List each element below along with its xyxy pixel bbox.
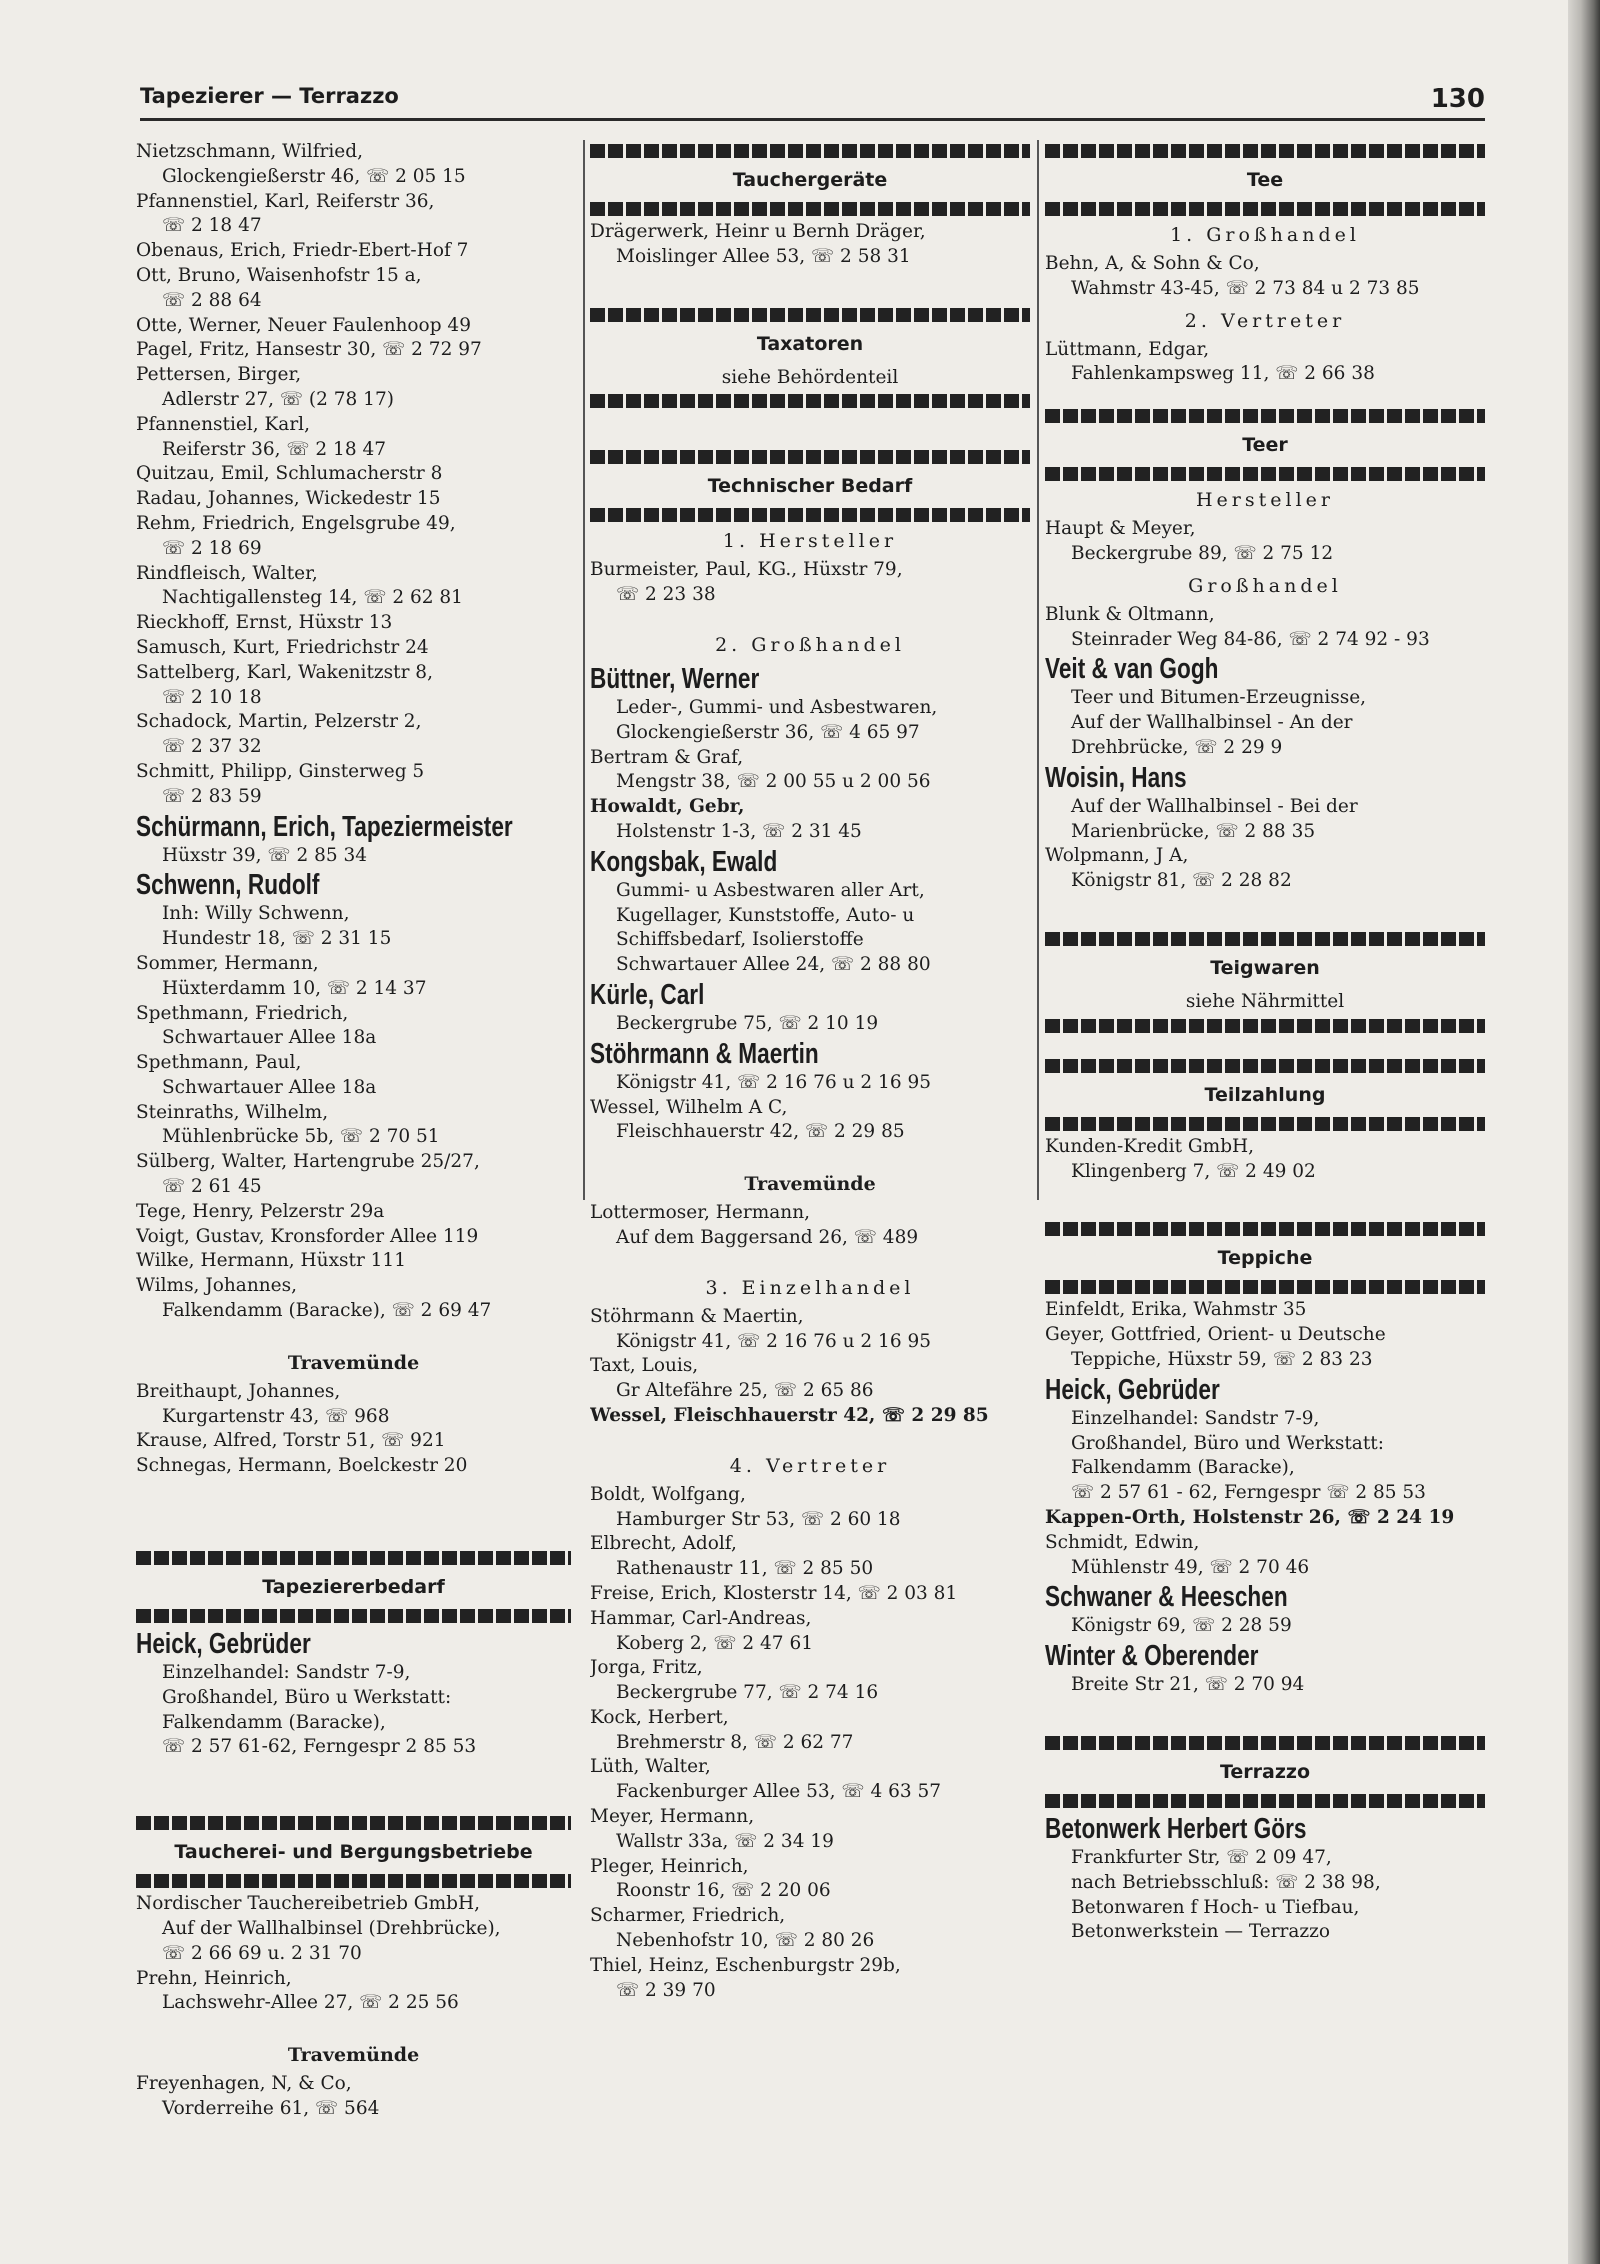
entry-detail: Beckergrube 89, ☏ 2 75 12 — [1071, 542, 1334, 564]
entry-detail: Lachswehr-Allee 27, ☏ 2 25 56 — [162, 1992, 459, 2014]
section-rule — [1045, 1280, 1485, 1294]
entry-name: Einfeldt, Erika, Wahmstr 35 — [1045, 1299, 1307, 1321]
page-edge — [1568, 0, 1600, 2264]
entry-detail: Glockengießerstr 46, ☏ 2 05 15 — [162, 165, 466, 187]
section-rule — [590, 202, 1030, 216]
section-heading: Terrazzo — [1219, 1760, 1311, 1783]
section-rule — [1045, 409, 1485, 423]
entry-detail: Falkendamm (Baracke), — [162, 1711, 386, 1733]
featured-entry: Heick, Gebrüder — [136, 1628, 311, 1661]
entry-detail: Einzelhandel: Sandstr 7-9, — [1071, 1407, 1320, 1429]
spacer — [590, 1251, 1030, 1269]
entry-detail: Königstr 41, ☏ 2 16 76 u 2 16 95 — [616, 1330, 932, 1352]
section-heading: Technischer Bedarf — [707, 475, 913, 498]
spacer — [590, 608, 1030, 626]
spacer — [136, 2016, 571, 2034]
entry-name: Pfannenstiel, Karl, — [136, 413, 310, 435]
entry-detail: Reiferstr 36, ☏ 2 18 47 — [162, 438, 387, 460]
section-rule — [590, 394, 1030, 408]
subsection-heading: 4. Vertreter — [729, 1454, 891, 1477]
entry-name: Kock, Herbert, — [590, 1706, 729, 1728]
entry-detail: Großhandel, Büro u Werkstatt: — [162, 1686, 452, 1708]
featured-entry: Schwenn, Rudolf — [136, 869, 320, 902]
entry-detail: Gummi- u Asbestwaren aller Art, — [616, 879, 925, 901]
subsection-heading: Hersteller — [1195, 489, 1334, 512]
entry-name: Freise, Erich, Klosterstr 14, ☏ 2 03 81 — [590, 1582, 958, 1604]
featured-entry: Büttner, Werner — [590, 662, 760, 695]
entry-detail: Leder-, Gummi- und Asbestwaren, — [616, 696, 938, 718]
entry-detail: Frankfurter Str, ☏ 2 09 47, — [1071, 1846, 1332, 1868]
entry-detail: Schwartauer Allee 18a — [162, 1076, 377, 1098]
entry-detail: ☏ 2 61 45 — [162, 1176, 262, 1198]
entry-name: Boldt, Wolfgang, — [590, 1483, 746, 1505]
entry-detail: Marienbrücke, ☏ 2 88 35 — [1071, 820, 1316, 842]
entry-detail: Mühlenbrücke 5b, ☏ 2 70 51 — [162, 1126, 440, 1148]
bold-entry: Wessel, Fleischhauerstr 42, ☏ 2 29 85 — [590, 1404, 989, 1426]
entry-name: Otte, Werner, Neuer Faulenhoop 49 — [136, 314, 471, 336]
entry-detail: Fackenburger Allee 53, ☏ 4 63 57 — [616, 1781, 942, 1803]
entry-name: Rindfleisch, Walter, — [136, 562, 318, 584]
spacer — [136, 1794, 571, 1812]
column-right — [1045, 140, 1485, 1945]
subsection-heading: 3. Einzelhandel — [705, 1276, 915, 1299]
entry-name: Schmitt, Philipp, Ginsterweg 5 — [136, 760, 425, 782]
spacer — [590, 1145, 1030, 1163]
entry-name: Pleger, Heinrich, — [590, 1855, 749, 1877]
entry-detail: Kugellager, Kunststoffe, Auto- u — [616, 904, 915, 926]
entry-name: Sattelberg, Karl, Wakenitzstr 8, — [136, 661, 433, 683]
entry-name: Behn, A, & Sohn & Co, — [1045, 253, 1260, 274]
entry-detail: Brehmerstr 8, ☏ 2 62 77 — [616, 1731, 854, 1753]
section-rule — [1045, 1059, 1485, 1073]
subsection-heading: Großhandel — [1188, 574, 1342, 597]
entry-detail: ☏ 2 66 69 u. 2 31 70 — [162, 1942, 362, 1964]
entry-detail: ☏ 2 18 69 — [162, 537, 262, 559]
entry-detail: ☏ 2 18 47 — [162, 215, 262, 237]
column-left — [136, 140, 571, 2122]
bold-entry: Howaldt, Gebr, — [590, 796, 745, 818]
entry-name: Sülberg, Walter, Hartengrube 25/27, — [136, 1151, 480, 1173]
section-heading: Tapeziererbedarf — [262, 1576, 445, 1599]
entry-name: Steinraths, Wilhelm, — [136, 1101, 329, 1123]
entry-detail: Königstr 41, ☏ 2 16 76 u 2 16 95 — [616, 1071, 932, 1093]
location-heading: Travemünde — [287, 2044, 420, 2067]
spacer — [1045, 387, 1485, 405]
entry-name: Schmidt, Edwin, — [1045, 1531, 1200, 1553]
location-heading: Travemünde — [744, 1173, 876, 1196]
entry-detail: Roonstr 16, ☏ 2 20 06 — [616, 1880, 831, 1902]
entry-detail: Schwartauer Allee 18a — [162, 1027, 377, 1049]
entry-detail: ☏ 2 88 64 — [162, 289, 262, 311]
entry-name: Pettersen, Birger, — [136, 364, 302, 386]
section-heading: Teigwaren — [1210, 956, 1320, 979]
section-rule — [136, 1551, 571, 1565]
entry-detail: ☏ 2 57 61-62, Ferngespr 2 85 53 — [162, 1736, 477, 1758]
entry-detail: Schiffsbedarf, Isolierstoffe — [616, 929, 864, 951]
entry-detail: Auf der Wallhalbinsel (Drehbrücke), — [162, 1918, 501, 1940]
entry-detail: ☏ 2 39 70 — [616, 1979, 716, 2001]
entry-detail: Großhandel, Büro und Werkstatt: — [1071, 1432, 1384, 1454]
subsection-heading: 2. Großhandel — [715, 633, 905, 656]
spacer — [136, 1324, 571, 1342]
section-rule — [1045, 1019, 1485, 1033]
entry-name: Drägerwerk, Heinr u Bernh Dräger, — [590, 221, 926, 242]
spacer — [136, 1513, 571, 1547]
entry-name: Bertram & Graf, — [590, 746, 744, 768]
entry-detail: Falkendamm (Baracke), — [1071, 1457, 1295, 1479]
featured-entry: Veit & van Gogh — [1045, 653, 1219, 686]
location-heading: Travemünde — [287, 1351, 420, 1374]
entry-name: Lüth, Walter, — [590, 1756, 711, 1778]
entry-name: Pfannenstiel, Karl, Reiferstr 36, — [136, 190, 435, 212]
page-header — [140, 80, 1485, 120]
entry-name: Wilke, Hermann, Hüxstr 111 — [136, 1250, 406, 1272]
entry-detail: nach Betriebsschluß: ☏ 2 38 98, — [1071, 1871, 1381, 1893]
entry-detail: Steinrader Weg 84-86, ☏ 2 74 92 - 93 — [1071, 628, 1430, 650]
entry-detail: Fleischhauerstr 42, ☏ 2 29 85 — [616, 1121, 905, 1143]
featured-entry: Stöhrmann & Maertin — [590, 1037, 819, 1070]
entry-detail: Teer und Bitumen-Erzeugnisse, — [1071, 687, 1367, 709]
entry-detail: Königstr 69, ☏ 2 28 59 — [1071, 1615, 1292, 1637]
entry-name: Scharmer, Friedrich, — [590, 1905, 786, 1927]
section-rule — [1045, 202, 1485, 216]
bold-entry: Kappen-Orth, Holstenstr 26, ☏ 2 24 19 — [1045, 1506, 1455, 1528]
spacer — [590, 412, 1030, 446]
cross-reference: siehe Nährmittel — [1185, 990, 1345, 1012]
featured-entry: Woisin, Hans — [1045, 761, 1187, 794]
section-rule — [136, 1609, 571, 1623]
entry-detail: Adlerstr 27, ☏ (2 78 17) — [162, 388, 394, 410]
entry-name: Sommer, Hermann, — [136, 952, 319, 974]
entry-detail: Auf der Wallhalbinsel - An der — [1071, 712, 1353, 734]
entry-detail: Hüxstr 39, ☏ 2 85 34 — [162, 844, 368, 866]
entry-name: Radau, Johannes, Wickedestr 15 — [136, 488, 441, 510]
entry-name: Tege, Henry, Pelzerstr 29a — [136, 1200, 385, 1222]
entry-detail: Glockengießerstr 36, ☏ 4 65 97 — [616, 721, 920, 743]
entry-detail: Koberg 2, ☏ 2 47 61 — [616, 1632, 813, 1654]
cross-reference: siehe Behördenteil — [721, 366, 899, 388]
entry-name: Obenaus, Erich, Friedr-Ebert-Hof 7 — [136, 240, 469, 262]
entry-name: Wessel, Wilhelm A C, — [590, 1096, 788, 1118]
entry-name: Krause, Alfred, Torstr 51, ☏ 921 — [136, 1430, 446, 1452]
section-rule — [1045, 144, 1485, 158]
entry-detail: Mühlenstr 49, ☏ 2 70 46 — [1071, 1556, 1310, 1578]
entry-detail: ☏ 2 37 32 — [162, 736, 262, 758]
entry-name: Samusch, Kurt, Friedrichstr 24 — [136, 636, 429, 658]
entry-name: Stöhrmann & Maertin, — [590, 1305, 804, 1327]
section-heading: Taucherei- und Bergungsbetriebe — [174, 1841, 533, 1864]
entry-name: Geyer, Gottfried, Orient- u Deutsche — [1045, 1324, 1386, 1346]
entry-name: Voigt, Gustav, Kronsforder Allee 119 — [136, 1225, 479, 1247]
featured-entry: Winter & Oberender — [1045, 1640, 1259, 1673]
section-rule — [590, 144, 1030, 158]
entry-detail: Falkendamm (Baracke), ☏ 2 69 47 — [162, 1300, 492, 1322]
section-rule — [1045, 1222, 1485, 1236]
entry-detail: Klingenberg 7, ☏ 2 49 02 — [1071, 1160, 1316, 1182]
entry-name: Schnegas, Hermann, Boelckestr 20 — [136, 1455, 468, 1477]
entry-detail: Drehbrücke, ☏ 2 29 9 — [1071, 736, 1283, 758]
subsection-heading: 2. Vertreter — [1184, 309, 1346, 332]
entry-name: Wolpmann, J A, — [1045, 845, 1189, 867]
section-rule — [1045, 1117, 1485, 1131]
subsection-heading: 1. Hersteller — [722, 530, 898, 553]
entry-name: Meyer, Hermann, — [590, 1806, 755, 1828]
section-rule — [1045, 932, 1485, 946]
entry-detail: Betonwerkstein — Terrazzo — [1071, 1921, 1331, 1943]
column-middle — [590, 140, 1030, 2003]
entry-detail: Inh: Willy Schwenn, — [162, 903, 350, 925]
entry-name: Blunk & Oltmann, — [1045, 603, 1215, 625]
entry-detail: ☏ 2 83 59 — [162, 785, 262, 807]
featured-entry: Betonwerk Herbert Görs — [1045, 1812, 1307, 1845]
entry-name: Prehn, Heinrich, — [136, 1967, 292, 1989]
entry-name: Ott, Bruno, Waisenhofstr 15 a, — [136, 264, 422, 286]
section-rule — [1045, 1794, 1485, 1808]
entry-detail: Betonwaren f Hoch- u Tiefbau, — [1071, 1896, 1360, 1918]
spacer — [136, 1479, 571, 1513]
entry-name: Lüttmann, Edgar, — [1045, 338, 1210, 360]
entry-detail: Rathenaustr 11, ☏ 2 85 50 — [616, 1558, 874, 1580]
entry-detail: Vorderreihe 61, ☏ 564 — [162, 2098, 380, 2120]
entry-detail: Wahmstr 43-45, ☏ 2 73 84 u 2 73 85 — [1071, 277, 1420, 299]
spacer — [590, 270, 1030, 304]
spacer — [590, 1429, 1030, 1447]
entry-detail: Breite Str 21, ☏ 2 70 94 — [1071, 1674, 1305, 1696]
entry-detail: Auf dem Baggersand 26, ☏ 489 — [616, 1226, 919, 1248]
featured-entry: Heick, Gebrüder — [1045, 1373, 1220, 1406]
entry-name: Freyenhagen, N, & Co, — [136, 2073, 352, 2095]
entry-name: Schadock, Martin, Pelzerstr 2, — [136, 711, 422, 733]
entry-detail: Schwartauer Allee 24, ☏ 2 88 80 — [616, 954, 931, 976]
entry-detail: ☏ 2 10 18 — [162, 686, 262, 708]
featured-entry: Kongsbak, Ewald — [590, 845, 778, 878]
section-rule — [590, 450, 1030, 464]
entry-detail: Gr Altefähre 25, ☏ 2 65 86 — [616, 1380, 874, 1402]
entry-name: Nietzschmann, Wilfried, — [136, 141, 363, 162]
section-rule — [136, 1816, 571, 1830]
entry-name: Jorga, Fritz, — [590, 1657, 703, 1679]
section-rule — [590, 308, 1030, 322]
featured-entry: Kürle, Carl — [590, 978, 705, 1011]
section-heading: Tee — [1246, 169, 1284, 191]
entry-name: Thiel, Heinz, Eschenburgstr 29b, — [590, 1954, 901, 1976]
entry-name: Taxt, Louis, — [590, 1355, 699, 1377]
entry-name: Rehm, Friedrich, Engelsgrube 49, — [136, 512, 456, 534]
entry-name: Burmeister, Paul, KG., Hüxstr 79, — [590, 559, 903, 581]
column-divider — [583, 140, 585, 1200]
entry-name: Rieckhoff, Ernst, Hüxstr 13 — [136, 612, 393, 634]
section-rule — [1045, 1736, 1485, 1750]
entry-detail: Kurgartenstr 43, ☏ 968 — [162, 1405, 390, 1427]
entry-name: Wilms, Johannes, — [136, 1275, 297, 1297]
entry-detail: Königstr 81, ☏ 2 28 82 — [1071, 870, 1292, 892]
entry-detail: Hüxterdamm 10, ☏ 2 14 37 — [162, 977, 427, 999]
spacer — [136, 1760, 571, 1794]
entry-detail: ☏ 2 57 61 - 62, Ferngespr ☏ 2 85 53 — [1071, 1482, 1426, 1504]
page-number: 130 — [1430, 84, 1485, 114]
section-rule — [1045, 467, 1485, 481]
entry-detail: Fahlenkampsweg 11, ☏ 2 66 38 — [1071, 363, 1375, 385]
entry-detail: Holstenstr 1-3, ☏ 2 31 45 — [616, 820, 862, 842]
entry-detail: ☏ 2 23 38 — [616, 584, 716, 606]
entry-name: Spethmann, Friedrich, — [136, 1002, 349, 1024]
spacer — [1045, 1037, 1485, 1055]
entry-detail: Hundestr 18, ☏ 2 31 15 — [162, 928, 392, 950]
section-rule — [590, 508, 1030, 522]
page-title: Tapezierer — Terrazzo — [140, 84, 399, 108]
featured-entry: Schürmann, Erich, Tapeziermeister — [136, 810, 513, 843]
entry-detail: Teppiche, Hüxstr 59, ☏ 2 83 23 — [1071, 1348, 1373, 1370]
entry-name: Kunden-Kredit GmbH, — [1045, 1135, 1255, 1157]
section-heading: Tauchergeräte — [732, 169, 888, 191]
entry-name: Elbrecht, Adolf, — [590, 1533, 737, 1555]
entry-detail: Nebenhofstr 10, ☏ 2 80 26 — [616, 1930, 875, 1952]
entry-detail: Beckergrube 75, ☏ 2 10 19 — [616, 1012, 879, 1034]
entry-detail: Nachtigallensteg 14, ☏ 2 62 81 — [162, 587, 463, 609]
entry-detail: Beckergrube 77, ☏ 2 74 16 — [616, 1682, 879, 1704]
header-rule — [140, 118, 1485, 121]
entry-name: Haupt & Meyer, — [1045, 518, 1196, 540]
spacer — [1045, 1184, 1485, 1218]
spacer — [1045, 1698, 1485, 1732]
spacer — [1045, 894, 1485, 928]
section-heading: Teer — [1242, 434, 1288, 457]
entry-name: Spethmann, Paul, — [136, 1052, 302, 1074]
entry-detail: Wallstr 33a, ☏ 2 34 19 — [616, 1830, 834, 1852]
entry-name: Nordischer Tauchereibetrieb GmbH, — [136, 1893, 480, 1915]
entry-detail: Einzelhandel: Sandstr 7-9, — [162, 1662, 411, 1684]
entry-detail: Auf der Wallhalbinsel - Bei der — [1071, 795, 1358, 817]
section-heading: Taxatoren — [756, 332, 864, 355]
entry-name: Hammar, Carl-Andreas, — [590, 1607, 812, 1629]
section-heading: Teppiche — [1217, 1247, 1313, 1270]
entry-detail: Mengstr 38, ☏ 2 00 55 u 2 00 56 — [616, 771, 931, 793]
column-divider — [1037, 140, 1039, 1200]
subsection-heading: 1. Großhandel — [1170, 224, 1360, 246]
entry-name: Quitzau, Emil, Schlumacherstr 8 — [136, 463, 443, 485]
section-heading: Teilzahlung — [1204, 1083, 1326, 1106]
featured-entry: Schwaner & Heeschen — [1045, 1581, 1288, 1614]
section-rule — [136, 1874, 571, 1888]
entry-detail: Moislinger Allee 53, ☏ 2 58 31 — [616, 245, 911, 267]
entry-name: Pagel, Fritz, Hansestr 30, ☏ 2 72 97 — [136, 339, 482, 361]
entry-name: Lottermoser, Hermann, — [590, 1202, 810, 1224]
entry-detail: Hamburger Str 53, ☏ 2 60 18 — [616, 1508, 901, 1530]
entry-name: Breithaupt, Johannes, — [136, 1380, 341, 1402]
